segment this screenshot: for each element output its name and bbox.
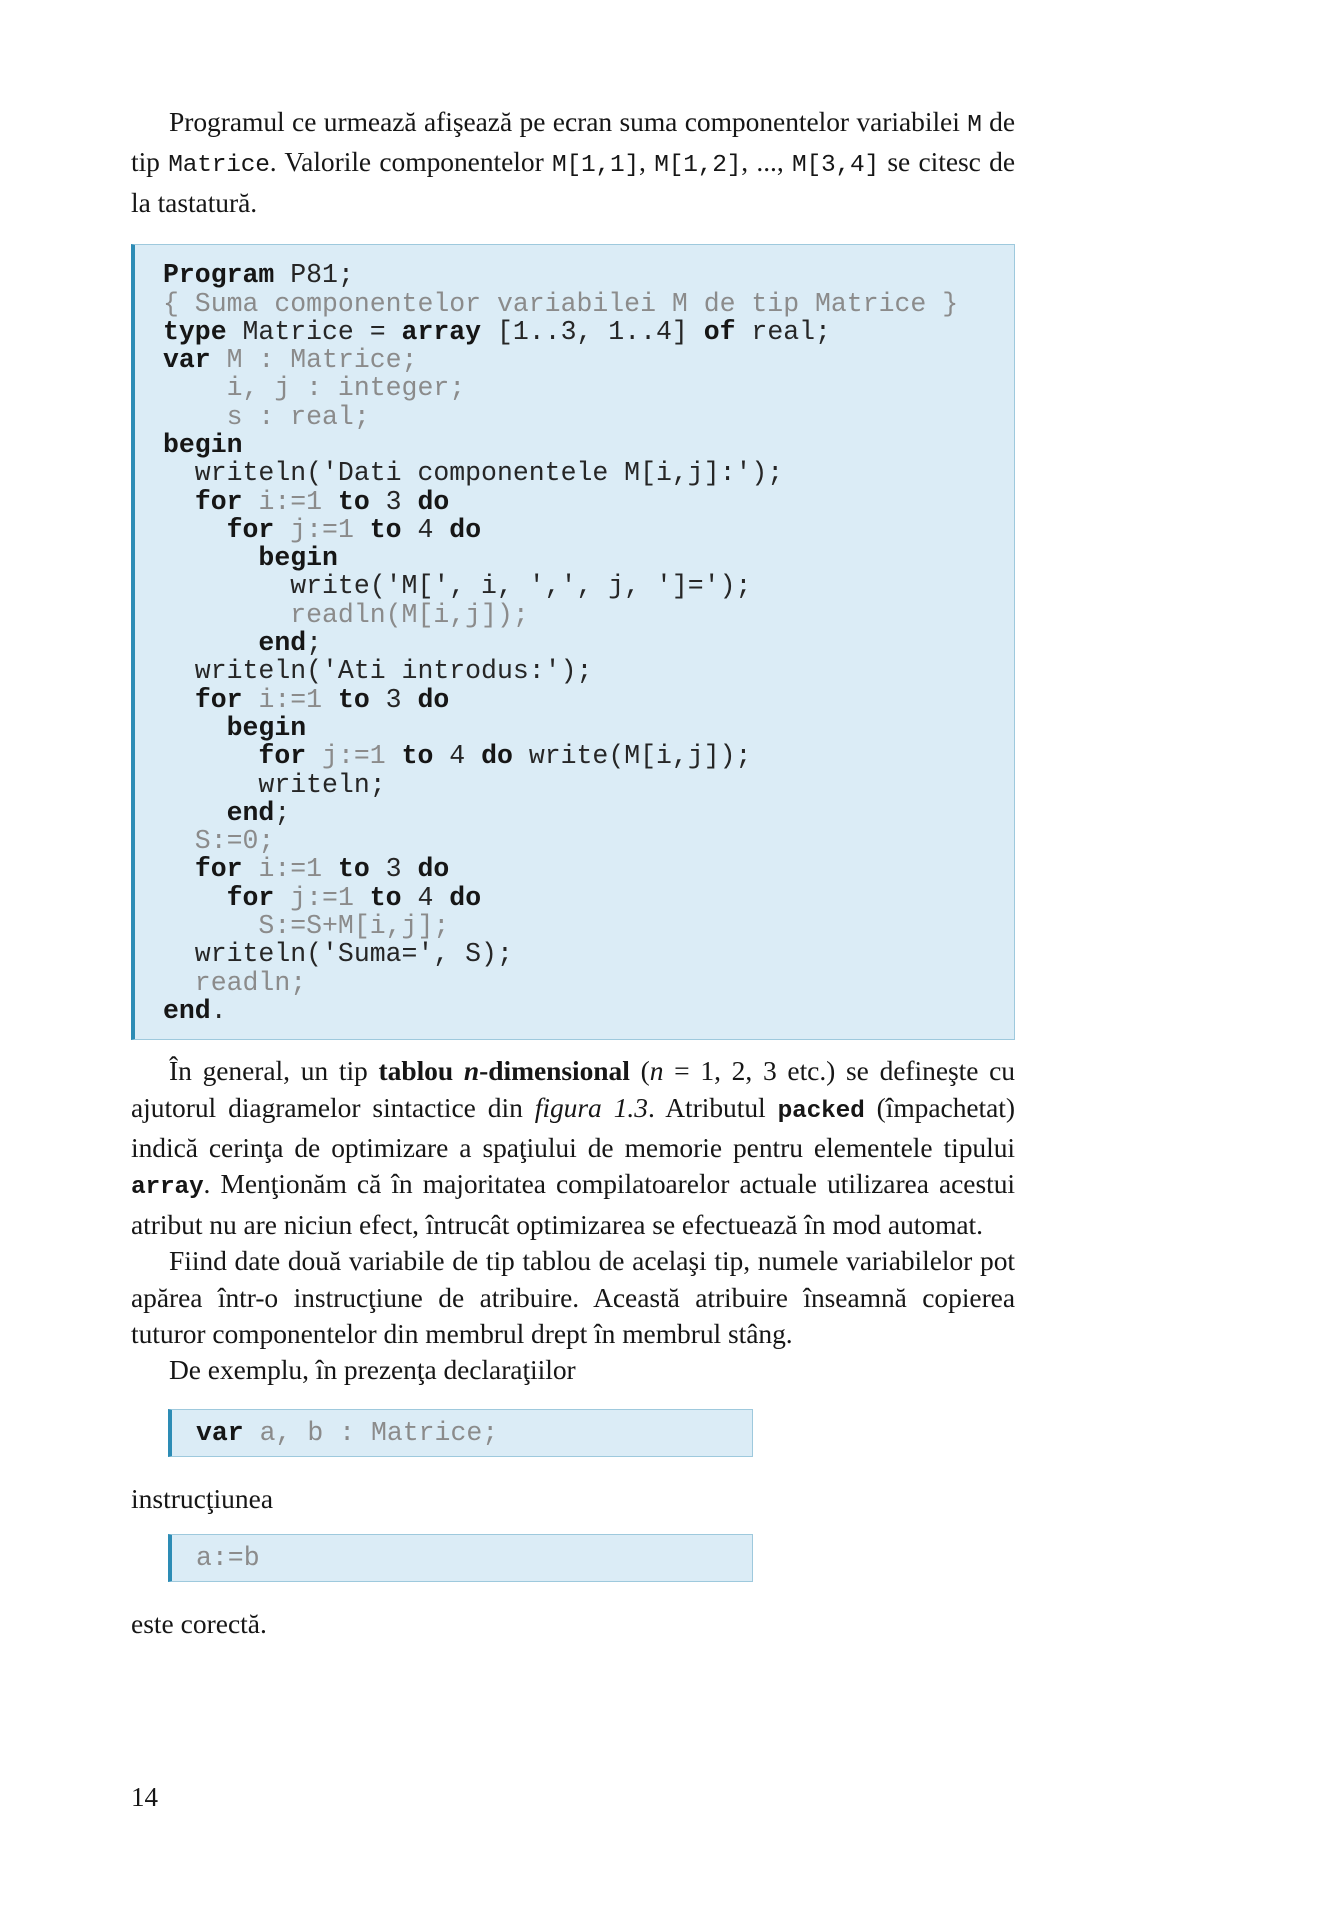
code-token	[163, 685, 195, 715]
code-token	[163, 883, 227, 913]
code-line	[163, 771, 1004, 799]
pg-bold-dimensional: -dimensional	[479, 1055, 630, 1087]
code-line	[163, 459, 1004, 487]
code-token: do	[449, 514, 482, 545]
code-line	[163, 488, 1004, 516]
code-token: real;	[751, 316, 831, 347]
intro-paragraph	[131, 104, 1015, 221]
code-token	[163, 628, 258, 658]
code-token: i:=1	[258, 854, 338, 885]
page-number: 14	[131, 1782, 158, 1812]
code-token: to	[337, 486, 386, 517]
code-block-var-declaration	[168, 1409, 753, 1457]
pg-bold-ital-n: n	[463, 1055, 480, 1087]
code-line	[163, 997, 1004, 1025]
pg-text-i: . Atributul	[647, 1091, 778, 1123]
code-line	[163, 940, 1004, 968]
code-line	[163, 686, 1004, 714]
code-token: for	[194, 684, 259, 715]
code-token	[163, 741, 258, 771]
intro-mono-m12: M[1,2]	[654, 152, 742, 180]
code-token: i:=1	[258, 684, 338, 715]
code-token: for	[194, 486, 259, 517]
paragraph-de-exemplu: De exemplu, în prezenţa declaraţiilor	[169, 1354, 576, 1386]
code-token: 3	[385, 486, 418, 517]
code-token: writeln;	[163, 769, 386, 800]
paragraph-fiind-date: Fiind date două variabile de tip tablou de acelaşi tip, numele variabilelor pot apărea într-o instrucţiune de atribuire. Această atribuire înseamnă copierea tuturor componentelor din membrul drept în membrul stâng.	[131, 1245, 1015, 1350]
code-token: writeln('Suma=', S);	[163, 939, 513, 970]
code-token: do	[481, 741, 529, 772]
code-token: to	[337, 684, 386, 715]
code-block-program-p81	[131, 244, 1015, 1040]
code-line	[163, 261, 1004, 289]
code-token: 4	[417, 514, 450, 545]
code-token: j:=1	[290, 514, 370, 545]
pg-text-a: În general, un tip	[169, 1055, 379, 1087]
code-line	[163, 318, 1004, 346]
code-token	[163, 543, 258, 573]
code-token: .	[210, 995, 227, 1026]
code-token: end	[226, 797, 275, 828]
code-token: ;	[274, 797, 291, 828]
code-line	[163, 601, 1004, 629]
code-line	[163, 799, 1004, 827]
intro-text-5: , ...,	[741, 146, 793, 178]
code-block-assignment	[168, 1534, 753, 1582]
code-token	[163, 515, 227, 545]
code-token: var	[196, 1417, 260, 1448]
code-token: for	[258, 741, 323, 772]
code-line	[163, 403, 1004, 431]
code-token: a:=b	[196, 1542, 260, 1573]
code-token: var	[163, 345, 227, 376]
code-token: writeln('Dati componentele M[i,j]:');	[163, 458, 784, 489]
code-token: type	[163, 316, 243, 347]
intro-text-6: se citesc de la tastatură.	[131, 146, 1015, 218]
page-content	[131, 104, 1015, 1642]
code-token: end	[163, 995, 211, 1026]
pg-bold-tablou: tablou	[378, 1055, 464, 1087]
code-token: write('M[', i, ',', j, ']=');	[163, 571, 752, 602]
code-token: P81;	[290, 260, 354, 291]
code-token: to	[369, 514, 418, 545]
code-token: i, j : integer;	[163, 373, 466, 404]
code-token: i:=1	[258, 486, 338, 517]
code-token: 3	[385, 684, 418, 715]
intro-mono-m: M	[967, 112, 982, 139]
code-token: begin	[258, 543, 338, 574]
pg-text-k: (împachetat) indică cerinţa de optimizare a spaţiului de memorie pentru elementele tipului	[131, 1091, 1015, 1164]
code-token: readln;	[163, 967, 307, 998]
code-line	[163, 657, 1004, 685]
code-token: end	[258, 628, 307, 659]
code-line	[163, 572, 1004, 600]
pg-text-m: . Menţionăm că în majoritatea compilatoarelor actuale utilizarea acestui atribut nu are niciun efect, întrucât optimizarea se efectuează în mod automat.	[131, 1168, 1015, 1240]
code-line	[163, 431, 1004, 459]
code-token: for	[194, 854, 259, 885]
code-line	[163, 742, 1004, 770]
label-este-corecta: este corectă.	[131, 1607, 267, 1639]
code-line	[163, 714, 1004, 742]
code-line	[196, 1544, 742, 1572]
code-token: M : Matrice;	[226, 345, 418, 376]
code-line	[163, 884, 1004, 912]
intro-mono-m34: M[3,4]	[792, 152, 880, 180]
code-token: 3	[385, 854, 418, 885]
code-line	[163, 855, 1004, 883]
intro-text-2: de tip	[131, 106, 1015, 178]
code-token: to	[401, 741, 450, 772]
code-token: j:=1	[290, 882, 370, 913]
code-token: write(M[i,j]);	[528, 741, 752, 772]
code-line	[163, 516, 1004, 544]
code-token: to	[337, 854, 386, 885]
code-token: Matrice =	[242, 316, 402, 347]
code-token: S:=S+M[i,j];	[163, 911, 450, 942]
code-line	[163, 290, 1004, 318]
code-token	[163, 713, 227, 743]
code-token: 4	[417, 882, 450, 913]
code-line	[163, 912, 1004, 940]
code-token: do	[417, 684, 450, 715]
code-token	[163, 798, 227, 828]
intro-text-3: . Valorile componentelor	[269, 146, 553, 178]
code-token: writeln('Ati introdus:');	[163, 656, 593, 687]
code-token	[163, 487, 195, 517]
pg-ital-figura: figura 1.3	[534, 1091, 648, 1123]
code-token: j:=1	[322, 741, 402, 772]
code-line	[163, 629, 1004, 657]
intro-mono-m11: M[1,1]	[552, 152, 640, 180]
code-token: readln(M[i,j]);	[163, 599, 529, 630]
pg-ital-n: n	[649, 1055, 664, 1087]
code-token	[163, 854, 195, 884]
code-token: ;	[306, 628, 323, 659]
code-token: to	[369, 882, 418, 913]
code-token: do	[417, 854, 450, 885]
code-token: begin	[226, 712, 307, 743]
pg-text-e: (	[629, 1055, 650, 1087]
code-token: { Suma componentelor variabilei M de tip Matrice }	[163, 288, 959, 319]
code-token: a, b : Matrice;	[259, 1417, 499, 1448]
code-token: array	[401, 316, 497, 347]
intro-text-4: ,	[639, 146, 655, 178]
code-token: Program	[163, 260, 291, 291]
intro-text-1: Programul ce urmează afişează pe ecran suma componentelor variabilei	[169, 106, 968, 137]
code-token: begin	[163, 430, 243, 460]
code-line	[163, 346, 1004, 374]
code-line	[163, 374, 1004, 402]
code-line	[163, 969, 1004, 997]
paragraph-general	[131, 1053, 1015, 1243]
intro-mono-matrice: Matrice	[168, 152, 270, 180]
code-token: [1..3, 1..4]	[496, 316, 704, 347]
code-token: 4	[449, 741, 482, 772]
label-instructiunea: instrucţiunea	[131, 1483, 274, 1515]
code-line	[163, 544, 1004, 572]
code-line	[196, 1419, 742, 1447]
code-token: for	[226, 882, 291, 913]
code-line	[163, 827, 1004, 855]
pg-text-g: = 1, 2, 3 etc.) se defineşte cu ajutorul diagramelor sintactice din	[131, 1055, 1016, 1123]
code-token: do	[417, 486, 450, 517]
code-token: of	[703, 316, 752, 347]
pg-mono-packed: packed	[777, 1097, 865, 1125]
code-token: S:=0;	[163, 826, 275, 857]
code-token: do	[449, 882, 482, 913]
code-token: s : real;	[163, 401, 370, 432]
code-token: for	[226, 514, 291, 545]
pg-mono-array: array	[131, 1174, 204, 1202]
